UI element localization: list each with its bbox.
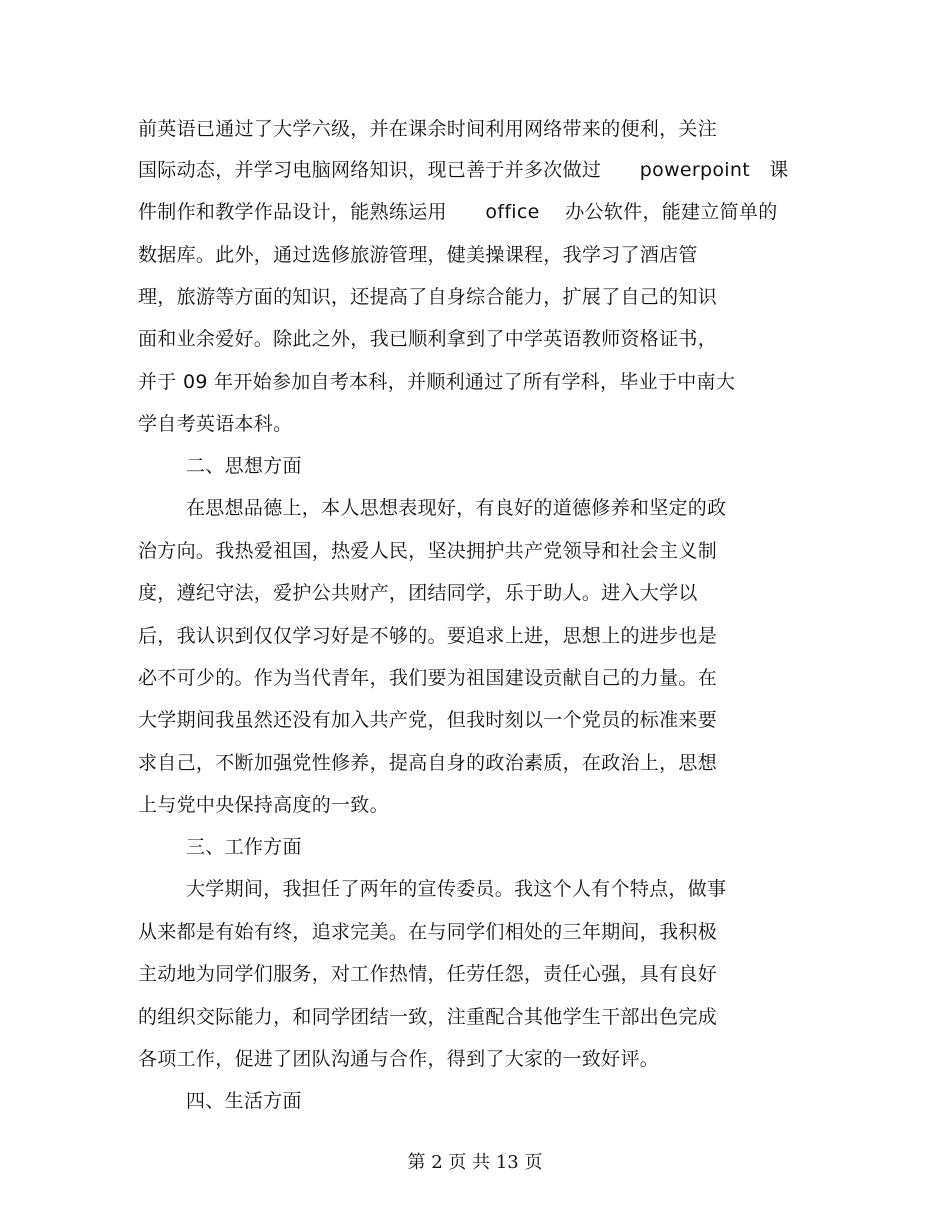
text-line-14: 必不可少的。作为当代青年，我们要为祖国建设贡献自己的力量。在 xyxy=(138,667,718,689)
text-line-15: 大学期间我虽然还没有加入共产党，但我时刻以一个党员的标准来要 xyxy=(138,709,718,731)
text-line-16: 求自己，不断加强党性修养，提高自身的政治素质，在政治上，思想 xyxy=(138,752,718,774)
page-number-footer: 第 2 页 共 13 页 xyxy=(407,1152,543,1173)
text-line-19: 大学期间，我担任了两年的宣传委员。我这个人有个特点，做事 xyxy=(186,878,727,900)
section-heading-thought: 二、思想方面 xyxy=(186,455,302,477)
text-line-1: 前英语已通过了大学六级，并在课余时间利用网络带来的便利，关注 xyxy=(138,118,718,140)
text-line-11: 治方向。我热爱祖国，热爱人民，坚决拥护共产党领导和社会主义制 xyxy=(138,540,718,562)
text-line-7: 并于 09 年开始参加自考本科，并顺利通过了所有学科，毕业于中南大 xyxy=(138,371,736,393)
text-line-10: 在思想品德上，本人思想表现好，有良好的道德修养和坚定的政 xyxy=(186,497,727,519)
text-line-21: 主动地为同学们服务，对工作热情，任劳任怨，责任心强，具有良好 xyxy=(138,963,718,985)
text-line-3: 件制作和教学作品设计，能熟练运用 office 办公软件，能建立简单的 xyxy=(138,201,778,223)
text-line-23: 各项工作，促进了团队沟通与合作，得到了大家的一致好评。 xyxy=(138,1048,660,1070)
text-line-22: 的组织交际能力，和同学团结一致，注重配合其他学生干部出色完成 xyxy=(138,1006,718,1028)
section-heading-work: 三、工作方面 xyxy=(186,836,302,858)
text-line-12: 度，遵纪守法，爱护公共财产，团结同学，乐于助人。进入大学以 xyxy=(138,582,698,604)
text-line-6: 面和业余爱好。除此之外，我已顺利拿到了中学英语教师资格证书， xyxy=(138,328,718,350)
text-line-17: 上与党中央保持高度的一致。 xyxy=(138,794,389,816)
text-line-13: 后，我认识到仅仅学习好是不够的。要追求上进，思想上的进步也是 xyxy=(138,625,718,647)
section-heading-life: 四、生活方面 xyxy=(186,1090,302,1112)
text-line-20: 从来都是有始有终，追求完美。在与同学们相处的三年期间，我积极 xyxy=(138,921,718,943)
text-line-2: 国际动态，并学习电脑网络知识，现已善于并多次做过 powerpoint 课 xyxy=(138,159,789,181)
text-line-5: 理，旅游等方面的知识，还提高了自身综合能力，扩展了自己的知识 xyxy=(138,286,718,308)
text-line-4: 数据库。此外，通过选修旅游管理，健美操课程，我学习了酒店管 xyxy=(138,244,698,266)
text-line-8: 学自考英语本科。 xyxy=(138,413,293,435)
